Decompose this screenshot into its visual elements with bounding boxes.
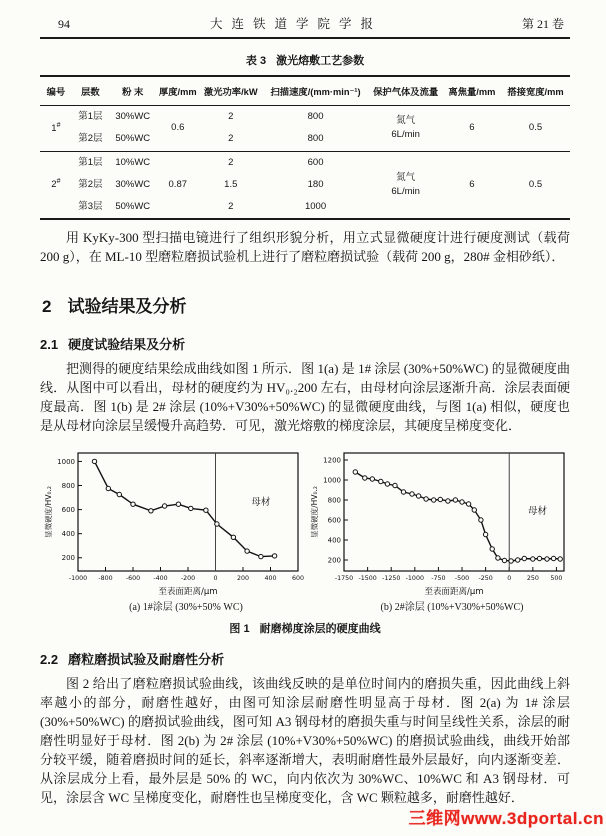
- data-point: [490, 547, 494, 551]
- data-point: [466, 502, 470, 506]
- section-2-1-heading: [40, 334, 570, 353]
- y-axis-label: 显微硬度/HV₀.₂: [310, 486, 319, 539]
- svg-text:0: 0: [213, 575, 218, 583]
- svg-text:200: 200: [61, 554, 75, 563]
- table-header-cell: 搭接宽度/mm: [501, 76, 570, 106]
- svg-text:1000: 1000: [57, 458, 75, 467]
- data-point: [379, 480, 383, 484]
- data-point: [472, 508, 476, 512]
- svg-text:250: 250: [526, 575, 539, 583]
- data-point: [479, 518, 483, 522]
- table-header-cell: 保护气体及流量: [369, 76, 443, 106]
- svg-text:-750: -750: [431, 575, 446, 583]
- layer-cell: 第3层: [78, 201, 103, 212]
- data-point: [353, 470, 357, 474]
- svg-text:200: 200: [236, 575, 250, 583]
- data-point: [215, 522, 219, 526]
- table-header-cell: 层数: [72, 76, 109, 106]
- powder-cell: 50%WC: [115, 133, 151, 145]
- data-point: [551, 557, 555, 561]
- svg-text:-1000: -1000: [68, 575, 88, 583]
- data-point: [259, 555, 263, 559]
- section-2-heading: [42, 292, 570, 317]
- figure-1-row: [40, 445, 570, 613]
- section-2-2-number: 2.2: [40, 652, 59, 668]
- data-point: [453, 498, 457, 502]
- data-point: [231, 535, 235, 539]
- svg-text:-500: -500: [454, 575, 470, 583]
- overlap-cell: 0.5: [501, 151, 570, 219]
- paragraph-methods: 用 KyKy-300 型扫描电镜进行了组织形貌分析，用立式显微硬度计进行硬度测试（载荷 200 g），在 ML-10 型磨粒磨损试验机上进行了磨粒磨损试验（载荷 200 g，280# 金相砂纸）．: [40, 230, 570, 265]
- table-header-cell: 编号: [40, 76, 72, 106]
- svg-text:600: 600: [291, 575, 305, 583]
- data-point: [162, 504, 166, 508]
- speed-cell: 800: [307, 133, 324, 145]
- power-cell: 2: [199, 151, 263, 174]
- sample-id-cell: 1#: [51, 121, 61, 134]
- svg-text:-600: -600: [125, 575, 141, 583]
- layer-cell: 第1层: [72, 151, 109, 174]
- paragraph-wear: 图 2 给出了磨粒磨损试验曲线，该曲线反映的是单位时间内的磨损失重，因此曲线上斜率越小的部分，耐磨性越好，由图可知涂层耐磨性明显高于母材．图 2(a) 为 1# 涂层 (30%+50%WC) 的磨损试验曲线，图可知 A3 钢母材的磨损失重与时间呈线性关系，涂层的耐磨性明显好于母材．图 2(b) 为 2# 涂层 (10%+V30%+50%WC) 的磨损试验曲线，曲线开始部分较平缓，随着磨损时间的延长，斜率逐渐增大，表明耐磨性最外层最好，向内逐渐变差．从涂层成分上看，最外层是 50% 的 WC，向内依次为 30%WC、10%WC 和 A3 钢母材．可见，涂层含 WC 呈梯度变化，耐磨性也呈梯度变化，含 WC 颗粒越多，耐磨性越好．: [40, 676, 570, 806]
- defocus-cell: 6: [443, 151, 501, 219]
- power-cell: 1.5: [224, 178, 238, 190]
- data-point: [393, 484, 397, 488]
- gas-cell: 氮气 6L/min: [369, 151, 443, 219]
- data-point: [531, 557, 535, 561]
- figure-1a: [42, 445, 308, 613]
- header-rule: [40, 37, 570, 39]
- data-point: [106, 487, 110, 491]
- journal-title: 大连铁道学院学报: [209, 17, 382, 31]
- svg-text:-400: -400: [153, 575, 168, 583]
- data-point: [92, 459, 96, 463]
- section-2-1-title: 硬度试验结果及分析: [68, 337, 186, 353]
- layer-cell: 第1层: [78, 111, 103, 122]
- data-point: [117, 493, 121, 497]
- figure-1a-caption: (a) 1#涂层 (30%+50% WC): [129, 602, 243, 614]
- data-point: [496, 556, 500, 560]
- base-material-label: 母材: [528, 506, 548, 518]
- speed-cell: 180: [307, 178, 324, 190]
- data-point: [204, 508, 208, 512]
- speed-cell: 800: [307, 111, 324, 122]
- speed-cell: 600: [263, 151, 369, 174]
- data-point: [149, 509, 153, 513]
- figure-1-main-caption: [40, 620, 570, 636]
- power-cell: 2: [228, 133, 234, 145]
- table-row: [40, 151, 570, 174]
- table-head: [40, 76, 570, 106]
- figure-1-caption-text: 耐磨梯度涂层的硬度曲线: [259, 623, 381, 636]
- data-point: [558, 557, 562, 561]
- page-number: 94: [58, 17, 70, 31]
- svg-text:200: 200: [327, 556, 341, 565]
- svg-text:800: 800: [61, 482, 75, 491]
- powder-cell: 10%WC: [109, 151, 157, 174]
- table-header-cell: 厚度/mm: [157, 76, 199, 106]
- svg-text:500: 500: [550, 575, 563, 583]
- table-header-cell: 离焦量/mm: [443, 76, 501, 106]
- figure-1b: [308, 445, 574, 613]
- data-point: [410, 492, 414, 496]
- svg-text:800: 800: [327, 496, 341, 505]
- paragraph-hardness: 把测得的硬度结果绘成曲线如图 1 所示．图 1(a) 是 1# 涂层 (30%+50%WC) 的显微硬度曲线．从图中可以看出，母材的硬度约为 HV₀.₂200 左右，由母材向涂层逐渐升高．涂层表面硬度最高．图 1(b) 是 2# 涂层 (10%+V30%+50%WC) 的显微硬度曲线，与图 1(a) 相似，硬度也是从母材向涂层呈缓慢升高趋势．可见，激光熔敷的梯度涂层，其硬度呈梯度变化．: [40, 361, 570, 434]
- powder-cell: 30%WC: [115, 178, 151, 190]
- svg-text:-1750: -1750: [334, 575, 354, 583]
- data-point: [509, 559, 513, 563]
- data-point: [460, 500, 464, 504]
- svg-text:-200: -200: [180, 575, 196, 583]
- watermark-text: 三维网www.3dportal.cn: [408, 809, 604, 828]
- table-header-row: [40, 76, 570, 106]
- watermark: [409, 804, 604, 829]
- powder-cell: 50%WC: [115, 201, 151, 212]
- thickness-cell: 0.87: [157, 151, 199, 219]
- svg-text:400: 400: [264, 575, 277, 583]
- section-2-2-heading: [40, 649, 570, 668]
- data-point: [432, 498, 436, 502]
- hardness-chart-b: [308, 445, 574, 597]
- data-point: [370, 477, 374, 481]
- thickness-cell: 0.6: [171, 122, 185, 134]
- svg-text:-250: -250: [478, 575, 493, 583]
- data-point: [245, 549, 249, 553]
- data-point: [545, 557, 549, 561]
- section-2-1-number: 2.1: [40, 337, 59, 353]
- data-point: [416, 494, 420, 498]
- data-point: [176, 502, 180, 506]
- svg-text:-1250: -1250: [382, 575, 401, 583]
- powder-cell: 30%WC: [115, 111, 151, 122]
- table-title: [40, 52, 570, 68]
- data-point: [385, 482, 389, 486]
- process-table: [40, 75, 570, 220]
- page-header: [40, 14, 570, 32]
- power-cell: 2: [228, 111, 234, 122]
- table-header-cell: 激光功率/kW: [199, 76, 263, 106]
- data-point: [483, 533, 487, 537]
- sample-id-cell: 2#: [40, 151, 72, 219]
- data-point: [522, 557, 526, 561]
- table-title-text: 激光熔敷工艺参数: [276, 55, 365, 67]
- overlap-cell: 0.5: [528, 122, 543, 134]
- svg-text:-1500: -1500: [358, 575, 377, 583]
- defocus-cell: 6: [469, 122, 475, 134]
- x-axis-label: 至表面距离/μm: [158, 587, 218, 598]
- speed-cell: 1000: [304, 201, 327, 212]
- section-2-number: 2: [42, 297, 52, 317]
- plot-frame: [78, 453, 298, 571]
- section-2-title: 试验结果及分析: [67, 297, 187, 317]
- y-axis-label: 显微硬度/HV₀.₂: [44, 486, 53, 539]
- section-2-2-title: 磨粒磨损试验及耐磨性分析: [68, 652, 225, 668]
- gas-cell: 氮气 6L/min: [391, 115, 420, 141]
- data-point: [438, 498, 442, 502]
- data-point: [401, 490, 405, 494]
- table-header-cell: 扫描速度/(mm·min⁻¹): [263, 76, 369, 106]
- table-number: 表 3: [245, 55, 267, 67]
- svg-text:600: 600: [61, 506, 75, 515]
- layer-cell: 第2层: [78, 133, 103, 145]
- x-axis-label: 至表面距离/μm: [424, 587, 484, 598]
- hardness-chart-a: [42, 445, 308, 597]
- figure-1-number: 图 1: [229, 623, 250, 636]
- data-point: [516, 558, 520, 562]
- svg-text:0: 0: [507, 575, 512, 583]
- svg-text:600: 600: [327, 516, 341, 525]
- power-cell: 2: [228, 201, 234, 212]
- svg-text:-800: -800: [98, 575, 113, 583]
- data-point: [272, 554, 276, 558]
- table-header-cell: 粉 末: [109, 76, 157, 106]
- base-material-label: 母材: [251, 497, 271, 509]
- svg-text:400: 400: [327, 536, 341, 545]
- figure-1b-caption: (b) 2#涂层 (10%+V30%+50%WC): [380, 602, 524, 614]
- volume-label: 第 21 卷: [521, 17, 564, 31]
- data-point: [537, 557, 541, 561]
- data-point: [424, 497, 428, 501]
- data-point: [502, 559, 506, 563]
- svg-text:400: 400: [61, 530, 75, 539]
- data-point: [131, 502, 135, 506]
- data-point: [189, 506, 193, 510]
- svg-text:1000: 1000: [323, 476, 341, 485]
- svg-text:1200: 1200: [323, 456, 341, 465]
- table-row: [40, 106, 570, 129]
- layer-cell: 第2层: [78, 178, 103, 190]
- svg-text:-1000: -1000: [405, 575, 424, 583]
- hardness-curve: [95, 462, 275, 557]
- data-point: [446, 499, 450, 503]
- data-point: [363, 476, 367, 480]
